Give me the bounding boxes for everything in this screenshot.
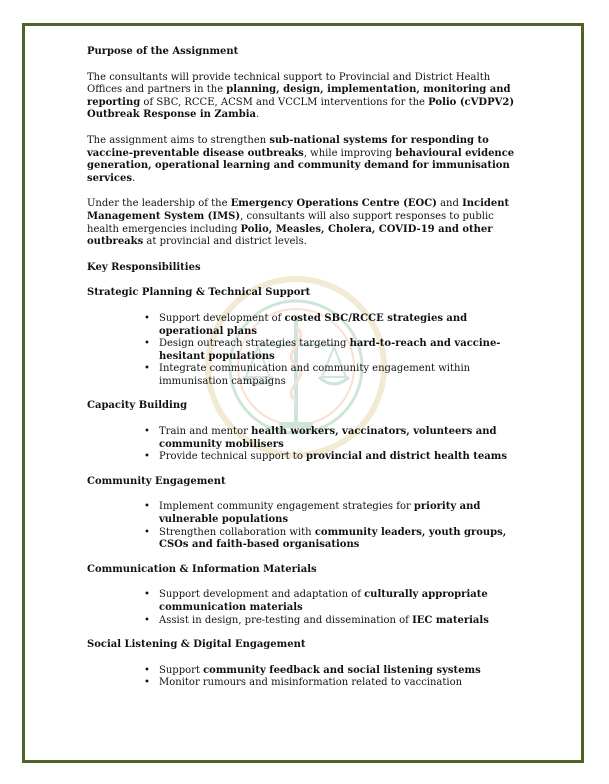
list-item: • Implement community engagement strategies for priority and vulnerable populations — [159, 501, 527, 526]
list-item: • Train and mentor health workers, vaccinators, volunteers and community mobilisers — [159, 426, 527, 451]
list-item: • Assist in design, pre-testing and dissemination of IEC materials — [159, 615, 527, 628]
section-title-community-engagement: Community Engagement — [87, 475, 226, 487]
list-item: • Provide technical support to provincial and district health teams — [159, 451, 527, 464]
list-item: • Strengthen collaboration with community leaders, youth groups, CSOs and faith-based organisations — [159, 527, 527, 552]
list-community-engagement — [87, 501, 527, 551]
list-item: • Support community feedback and social listening systems — [159, 665, 527, 678]
responsibilities-heading: Key Responsibilities — [87, 261, 201, 273]
section-title-capacity-building: Capacity Building — [87, 400, 188, 412]
purpose-paragraph-3: Under the leadership of the Emergency Operations Centre (EOC) and Incident Management System (IMS), consultants will also support responses to public health emergencies including Polio, Measles, Cholera, COVID-19 and other outbreaks at provincial and district levels. — [87, 198, 510, 248]
section-title-strategic-planning: Strategic Planning & Technical Support — [87, 287, 311, 299]
list-communication-materials — [87, 589, 527, 627]
document-body — [87, 46, 527, 702]
list-item: • Support development and adaptation of culturally appropriate communication materials — [159, 589, 527, 614]
list-item: • Integrate communication and community engagement within immunisation campaigns — [159, 363, 527, 388]
list-strategic-planning — [87, 313, 527, 389]
list-social-listening — [87, 665, 527, 690]
purpose-paragraph-2: The assignment aims to strengthen sub-national systems for responding to vaccine-preventable disease outbreaks, while improving behavioural evidence generation, operational learning and community demand for immunisation services. — [87, 134, 515, 184]
purpose-paragraph-1: The consultants will provide technical support to Provincial and District Health Offices and partners in the planning, design, implementation, monitoring and reporting of SBC, RCCE, ACSM and VCCLM interventions for the Polio (cVDPV2) Outbreak Response in Zambia. — [87, 71, 515, 121]
list-capacity-building — [87, 426, 527, 464]
list-item: • Support development of costed SBC/RCCE strategies and operational plans — [159, 313, 527, 338]
purpose-heading: Purpose of the Assignment — [87, 46, 239, 57]
list-item: • Design outreach strategies targeting hard-to-reach and vaccine-hesitant populations — [159, 338, 527, 363]
list-item: • Monitor rumours and misinformation related to vaccination — [159, 677, 527, 690]
section-title-social-listening: Social Listening & Digital Engagement — [87, 639, 306, 651]
section-title-communication-materials: Communication & Information Materials — [87, 563, 317, 575]
